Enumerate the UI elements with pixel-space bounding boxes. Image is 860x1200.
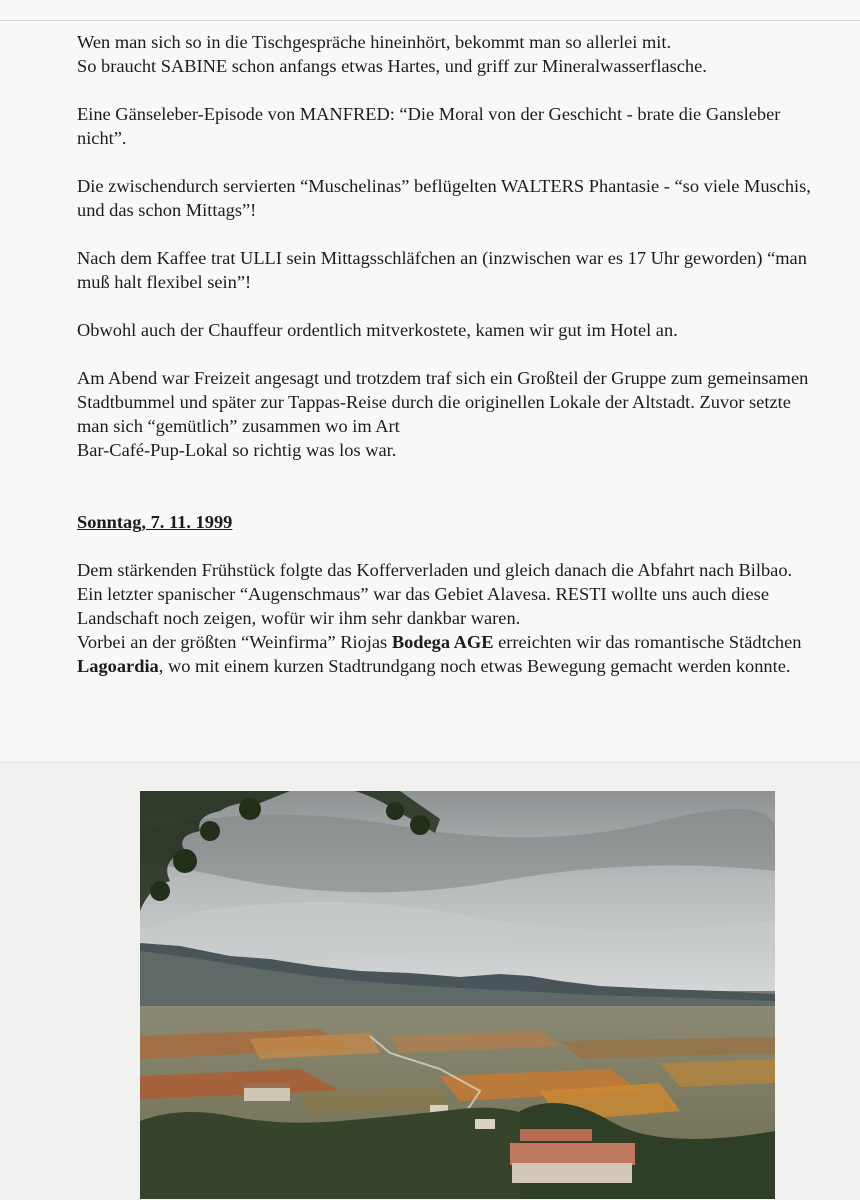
farmhouse bbox=[244, 1087, 290, 1101]
paragraph-walter: Die zwischendurch servierten “Muschelinas” beflügelten WALTERS Phantasie - “so viele Muschis, und das schon Mittags”! bbox=[77, 176, 811, 220]
paragraph-chauffeur: Obwohl auch der Chauffeur ordentlich mitverkostete, kamen wir gut im Hotel an. bbox=[77, 320, 678, 340]
paragraph-manfred: Eine Gänseleber-Episode von MANFRED: “Die Moral von der Geschicht - brate die Gansleber nicht”. bbox=[77, 104, 781, 148]
lagoardia-text-1: Vorbei an der größten “Weinfirma” Riojas bbox=[77, 632, 392, 652]
village-roof bbox=[520, 1129, 592, 1141]
bodega-age-bold: Bodega AGE bbox=[391, 632, 494, 652]
paragraph-ulli: Nach dem Kaffee trat ULLI sein Mittagsschläfchen an (inzwischen war es 17 Uhr geworden) “man muß halt flexibel sein”! bbox=[77, 248, 807, 292]
paragraph-alavesa: Ein letzter spanischer “Augenschmaus” war das Gebiet Alavesa. RESTI wollte uns auch diese Landschaft noch zeigen, wofür wir ihm sehr dankbar waren. bbox=[77, 584, 769, 628]
paragraph-lagoardia bbox=[77, 630, 817, 678]
landscape-photo bbox=[140, 791, 775, 1199]
paragraph-evening: Am Abend war Freizeit angesagt und trotzdem traf sich ein Großteil der Gruppe zum gemeinsamen Stadtbummel und später zur Tappas-Reise durch die originellen Lokale der Altstadt. Zuvor setzte man sich “gemütlich” zusammen wo im Art Bar-Café-Pup-Lokal so richtig was los war. bbox=[77, 368, 809, 460]
lagoardia-bold: Lagoardia bbox=[77, 656, 159, 676]
top-divider bbox=[0, 20, 860, 21]
lagoardia-text-3: , wo mit einem kurzen Stadtrundgang noch etwas Bewegung gemacht werden konnte. bbox=[158, 656, 791, 676]
document-text bbox=[77, 30, 817, 678]
paragraph-breakfast: Dem stärkenden Frühstück folgte das Kofferverladen und gleich danach die Abfahrt nach Bilbao. bbox=[77, 560, 793, 580]
lagoardia-text-2: erreichten wir das romantische Städtchen bbox=[493, 632, 802, 652]
section-heading-sunday: Sonntag, 7. 11. 1999 bbox=[77, 512, 233, 532]
foreground-trees bbox=[140, 1108, 560, 1199]
paragraph-table-talk: Wen man sich so in die Tischgespräche hineinhört, bekommt man so allerlei mit. So braucht SABINE schon anfangs etwas Hartes, und griff zur Mineralwasserflasche. bbox=[77, 32, 707, 76]
